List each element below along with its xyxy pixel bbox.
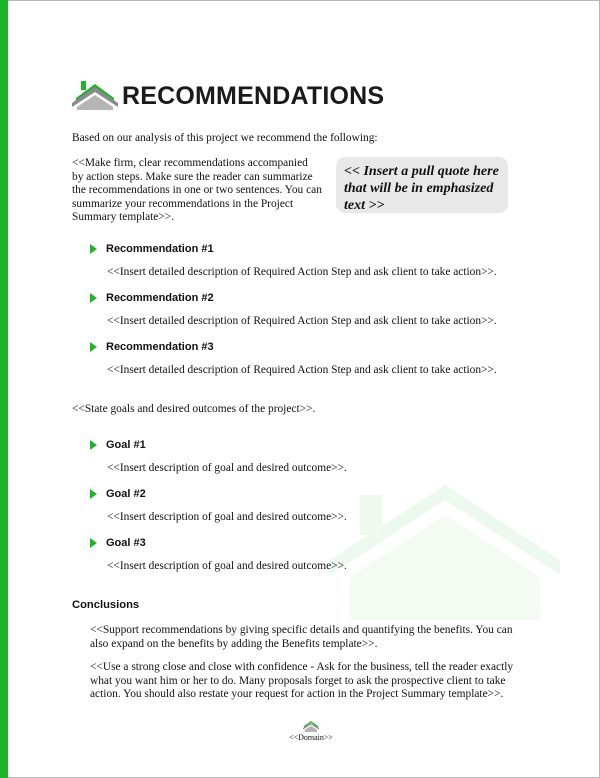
recommendation-item: [90, 291, 497, 327]
bullet-arrow-icon: [90, 293, 97, 303]
house-watermark-icon: [330, 485, 560, 620]
goal-label: Goal #2: [106, 488, 146, 500]
bullet-arrow-icon: [90, 538, 97, 548]
recommendation-description: <<Insert detailed description of Required Action Step and ask client to take action>>.: [107, 315, 497, 327]
recommendation-item: [90, 242, 497, 278]
goal-description: <<Insert description of goal and desired outcome>>.: [107, 560, 347, 572]
house-roof-icon: [72, 78, 118, 110]
recommendation-label: Recommendation #1: [106, 243, 214, 255]
goal-description: <<Insert description of goal and desired outcome>>.: [107, 462, 347, 474]
goals-intro-text: <<State goals and desired outcomes of the project>>.: [72, 403, 316, 415]
footer-domain: <<Domain>>: [289, 733, 333, 742]
bullet-arrow-icon: [90, 342, 97, 352]
accent-side-bar: [0, 0, 8, 778]
goal-item: [90, 487, 347, 523]
conclusions-paragraph: <<Support recommendations by giving specific details and quantifying the benefits. You can also expand on the benefits by adding the Benefits template>>.: [90, 624, 513, 650]
goal-item: [90, 438, 347, 474]
recommendation-item: [90, 340, 497, 376]
instructions-text: <<Make firm, clear recommendations accompanied by action steps. Make sure the reader can summarize the recommendations in one or two sentences. You can summarize your recommendations in the Project Summary template>>.: [72, 157, 322, 224]
goal-item: [90, 536, 347, 572]
bullet-arrow-icon: [90, 489, 97, 499]
page-title: RECOMMENDATIONS: [122, 81, 385, 110]
conclusions-heading: Conclusions: [72, 599, 140, 611]
goal-label: Goal #1: [106, 439, 146, 451]
house-roof-icon: [303, 718, 319, 732]
pull-quote: << Insert a pull quote here that will be in emphasized text >>: [336, 157, 508, 213]
goal-description: <<Insert description of goal and desired outcome>>.: [107, 511, 347, 523]
bullet-arrow-icon: [90, 440, 97, 450]
intro-text: Based on our analysis of this project we recommend the following:: [72, 132, 378, 144]
bullet-arrow-icon: [90, 244, 97, 254]
recommendation-description: <<Insert detailed description of Required Action Step and ask client to take action>>.: [107, 364, 497, 376]
recommendation-description: <<Insert detailed description of Required Action Step and ask client to take action>>.: [107, 266, 497, 278]
conclusions-paragraph: <<Use a strong close and close with confidence - Ask for the business, tell the reader exactly what you want him or her to do. Many proposals forget to ask the prospective client to take action. You should also restate your request for action in the Project Summary template>>.: [90, 661, 514, 701]
recommendation-label: Recommendation #2: [106, 292, 214, 304]
recommendation-label: Recommendation #3: [106, 341, 214, 353]
goal-label: Goal #3: [106, 537, 146, 549]
page-header: [72, 74, 384, 114]
